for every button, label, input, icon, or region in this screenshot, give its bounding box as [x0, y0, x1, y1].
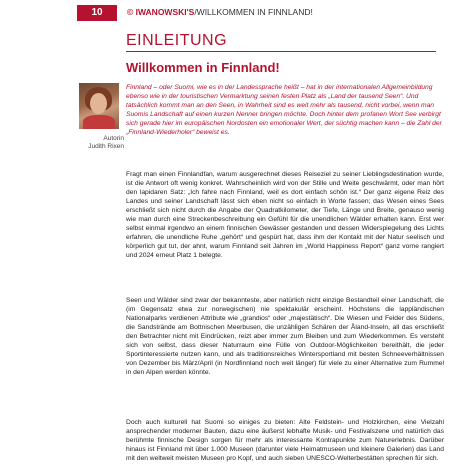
body-paragraph-2: Seen und Wälder sind zwar der bekannteste, aber natürlich nicht einzige Bestandteil einer Landschaft, die (im Gegensatz etwa zur norwegischen) nie spektakulär erscheint. Höchstens die lappländischen Nationalparks verdienen Attribute wie „grandios“ oder „majestätisch“. Die Wiesen und Felder des Südens, die Sandstrände am Bottnischen Meerbusen, die unzähligen Schären der Åland-Inseln, all das erschließt den Betrachter nicht mit Eindrücken, reizt aber immer zum Bleiben und zum Wiederkommen. Es versteht sich von selbst, dass dieser Naturraum eine Fülle von Outdoor-Möglichkeiten bereithält, die jeder Sportinteressierte nutzen kann, und als traditionsreiches Wintersportland mit besten Schneeverhältnissen von Dezember bis März/April (in Nordfinnland noch weit länger) für viele zu einer Alternative zum Rummel in den Alpen werden könnte.	[126, 297, 444, 376]
body-paragraph-3: Doch auch kulturell hat Suomi so einiges zu bieten: Alte Feldstein- und Holzkirchen, eine Vielzahl ansprechender moderner Bauten, dazu eine äußerst lebhafte Musik- und Festivalszene und natürlich das berühmte finnische Design sorgen für mehr als interessante Kontrapunkte zum Naturerlebnis. Darüber hinaus ist Finnland mit über 1.000 Museen (darunter viele Heimatmuseen und kleinere Galerien) das Land mit den weltweit meisten Museen pro Kopf, und auch sieben UNESCO-Welterbestätten sprechen für sich.	[126, 419, 444, 462]
page-number: 10	[77, 5, 117, 21]
running-head	[127, 7, 313, 17]
author-photo	[79, 83, 119, 129]
running-title: /WILLKOMMEN IN FINNLAND!	[194, 7, 313, 17]
author-caption-name: Judith Rixen	[88, 143, 124, 150]
section-title: EINLEITUNG	[126, 32, 228, 49]
publisher-brand: © IWANOWSKI'S	[127, 7, 195, 17]
page-header	[0, 0, 464, 22]
body-paragraph-1: Fragt man einen Finnlandfan, warum ausgerechnet dieses Reiseziel zu seiner Lieblingsdestination wurde, ist die Antwort oft wenig konkret. Wahrscheinlich wird von der Stille und Weite geschwärmt, oder man hört den lapidaren Satz: „Ich fahre nach Finnland, weil es dort einfach schön ist.“ Der ganz eigene Reiz des Landes und seiner Landschaft lässt sich eben nicht so einfach in Worte fassen; das Wesen eines Sees erschließt sich nicht durch die Angabe der Quadratkilometer, der Tiefe, Länge und Breite, genauso wenig wie man durch eine Streckenbeschreibung ein Gefühl für die unendlichen Wälder erhalten kann. Erst wer selbst einmal irgendwo an einem finnischen Gewässer gestanden und dessen Widerspiegelung des Lichts erfahren, die unendliche Ruhe „gehört“ und gespürt hat, dass ihm der Kontakt mit der Natur seelisch und körperlich gut tut, der ahnt, warum Finnland seit Jahren im „World Happiness Report“ ganz vorne rangiert und 2024 erneut Platz 1 belegte.	[126, 171, 444, 259]
author-caption-role: Autorin	[103, 135, 124, 142]
section-divider	[126, 51, 436, 52]
author-photo-face	[90, 93, 107, 114]
intro-paragraph: Finnland – oder Suomi, wie es in der Landessprache heißt – hat in der internationalen Allgemeinbildung ebenso wie in der touristischen Vermarktung seinen festen Platz als „Land der tausend Seen“. Und tatsächlich kommt man an den Seen, in Wahrheit sind es weit mehr als tausend, nicht vorbei, wenn man Suomis Landschaft auf einen kurzen Nenner bringen möchte. Doch hinter dem profanen Wort See verbirgt sich gerade hier im europäischen Nordosten ein emotionaler Wert, der süchtig machen kann – die Zahl der „Finnland-Wiederholer“ beweist es.	[126, 84, 442, 136]
page-heading: Willkommen in Finnland!	[126, 60, 280, 75]
author-photo-shirt	[83, 115, 115, 129]
author-caption	[72, 135, 124, 151]
